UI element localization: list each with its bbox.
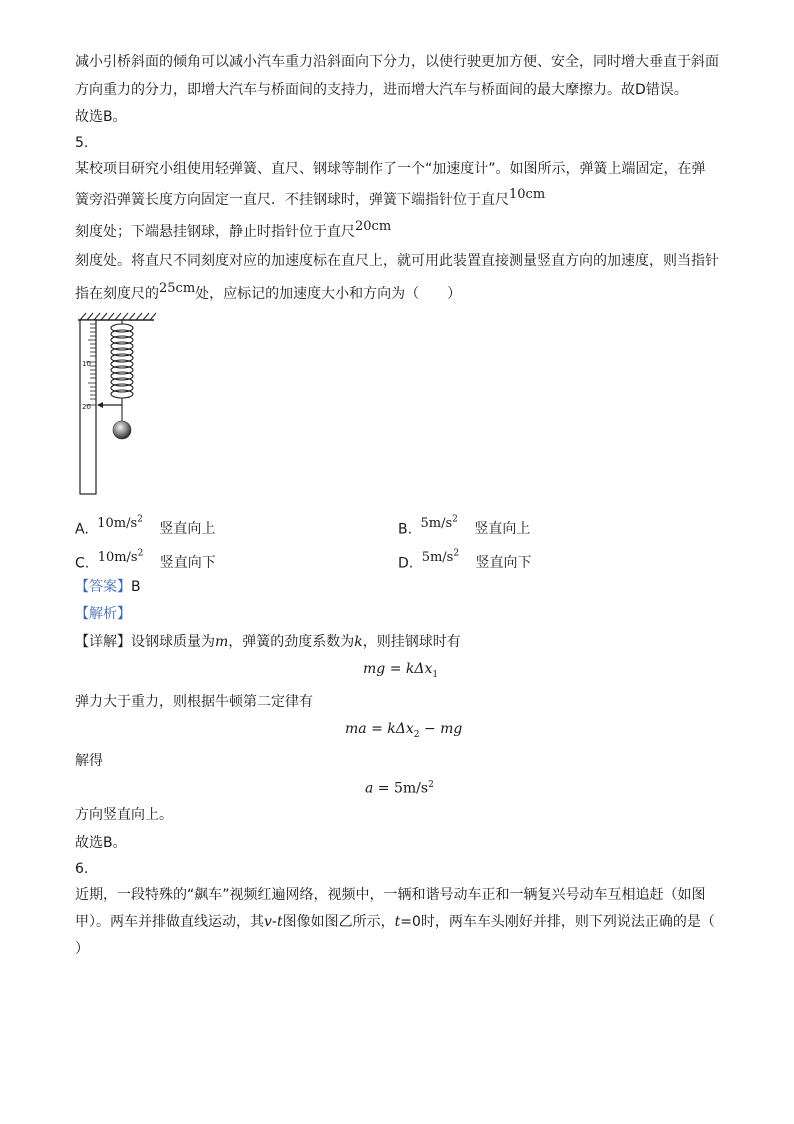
option-direction: 竖直向上 bbox=[474, 521, 531, 538]
option-direction: 竖直向下 bbox=[159, 555, 216, 572]
option-exponent: 2 bbox=[453, 549, 460, 559]
question-text bbox=[75, 281, 462, 305]
option-exponent: 2 bbox=[137, 549, 144, 559]
formula-subscript: 2 bbox=[413, 729, 420, 740]
formula-eq: = bbox=[366, 721, 388, 737]
option-letter: A. bbox=[75, 521, 89, 538]
text-line: 故选B。 bbox=[75, 835, 127, 851]
option-exponent: 2 bbox=[137, 515, 143, 525]
tick-label-10: 10 bbox=[82, 360, 91, 368]
detail-label: 【详解】 bbox=[75, 634, 131, 650]
text-span: 图像如图乙所示， bbox=[282, 914, 395, 930]
spring-ruler-figure bbox=[72, 310, 162, 500]
formula-term: kΔx bbox=[405, 661, 433, 677]
option-value-text: 5m/s bbox=[420, 516, 453, 532]
answer-value: B bbox=[131, 579, 141, 595]
text-span: =0时，两车车头刚好并排，则下列说法正确的是（ bbox=[400, 914, 715, 930]
question-number: 5. bbox=[75, 135, 89, 151]
question-text: 某校项目研究小组使用轻弹簧、直尺、钢球等制作了一个“加速度计”。如图所示，弹簧上端固定，在弹 bbox=[75, 161, 706, 177]
var-t: t bbox=[394, 914, 401, 930]
text-line: 弹力大于重力，则根据牛顿第二定律有 bbox=[75, 694, 313, 710]
text-line: 解得 bbox=[75, 753, 103, 769]
option-value bbox=[422, 550, 459, 565]
option-direction: 竖直向下 bbox=[475, 555, 532, 572]
question-text: 近期，一段特殊的“飙车”视频红遍网络，视频中，一辆和谐号动车正和一辆复兴号动车互相追赶（如图 bbox=[75, 887, 706, 903]
option-c bbox=[75, 550, 216, 574]
option-value bbox=[421, 516, 458, 531]
option-value-text: 5m/s bbox=[421, 550, 454, 566]
question-text: ） bbox=[75, 941, 89, 957]
option-value bbox=[97, 516, 143, 531]
ceiling-hatch bbox=[80, 313, 156, 320]
var-v: v bbox=[264, 914, 272, 930]
steel-ball bbox=[113, 421, 131, 439]
inline-value: 25cm bbox=[159, 281, 196, 296]
text-span: 刻度处；下端悬挂钢球，静止时指针位于直尺 bbox=[75, 224, 355, 240]
text-line: 减小引桥斜面的倾角可以减小汽车重力沿斜面向下分力，以使行驶更加方便、安全，同时增大垂直于斜面 bbox=[75, 54, 719, 70]
text-span: - bbox=[271, 914, 277, 930]
option-b bbox=[398, 516, 530, 540]
formula-3 bbox=[365, 780, 434, 797]
formula-term: mg bbox=[363, 661, 386, 677]
text-line: 方向竖直向上。 bbox=[75, 807, 173, 823]
text-line: 故选B。 bbox=[75, 109, 127, 125]
text-span: 甲）。两车并排做直线运动，其 bbox=[75, 914, 264, 930]
option-letter: C. bbox=[75, 555, 90, 572]
text-span: 设钢球质量为 bbox=[131, 634, 215, 650]
tick-label-20: 20 bbox=[82, 403, 91, 411]
option-a bbox=[75, 516, 215, 540]
var-t: t bbox=[276, 914, 283, 930]
formula-term: kΔx bbox=[387, 721, 414, 737]
text-line: 方向重力的分力，即增大汽车与桥面间的支持力，进而增大汽车与桥面间的最大摩擦力。故D错误。 bbox=[75, 82, 688, 98]
inline-value: 10cm bbox=[509, 187, 546, 202]
formula-2 bbox=[345, 721, 462, 740]
text-span: 处，应标记的加速度大小和方向为（ ） bbox=[195, 286, 462, 302]
option-value-text: 10m/s bbox=[97, 550, 138, 566]
question-text: 刻度处。将直尺不同刻度对应的加速度标在直尺上，就可用此装置直接测量竖直方向的加速度，则当指针 bbox=[75, 253, 719, 269]
option-d bbox=[398, 550, 532, 574]
text-span: ，弹簧的劲度系数为 bbox=[228, 634, 355, 650]
formula-eq: = bbox=[385, 661, 406, 677]
formula-term: ma bbox=[345, 721, 367, 737]
var-m: m bbox=[215, 634, 229, 650]
formula-1 bbox=[363, 661, 438, 680]
question-text bbox=[75, 219, 392, 243]
option-value bbox=[98, 550, 144, 565]
detail-line bbox=[75, 632, 461, 652]
spring bbox=[111, 320, 133, 422]
option-value-text: 10m/s bbox=[97, 516, 138, 532]
answer-line bbox=[75, 577, 141, 597]
text-span: 指在刻度尺的 bbox=[75, 286, 159, 302]
option-direction: 竖直向上 bbox=[159, 521, 216, 538]
question-number: 6. bbox=[75, 861, 89, 877]
formula-exponent: 2 bbox=[428, 780, 434, 790]
analysis-line bbox=[75, 604, 131, 624]
question-text bbox=[75, 187, 546, 211]
analysis-label: 【解析】 bbox=[75, 606, 131, 622]
option-letter: D. bbox=[398, 555, 414, 572]
inline-value: 20cm bbox=[355, 219, 392, 234]
formula-subscript: 1 bbox=[432, 669, 439, 680]
text-span: 簧旁沿弹簧长度方向固定一直尺．不挂钢球时，弹簧下端指针位于直尺 bbox=[75, 192, 509, 208]
option-letter: B. bbox=[398, 521, 413, 538]
formula-term: − mg bbox=[419, 721, 463, 737]
var-k: k bbox=[354, 634, 363, 650]
pointer-arrow bbox=[97, 402, 103, 408]
answer-label: 【答案】 bbox=[75, 579, 131, 595]
formula-eq: = bbox=[373, 780, 394, 797]
question-text bbox=[75, 912, 715, 932]
formula-term: a bbox=[365, 780, 374, 797]
formula-term: 5m/s bbox=[394, 780, 429, 797]
option-exponent: 2 bbox=[452, 515, 458, 525]
text-span: ，则挂钢球时有 bbox=[362, 634, 461, 650]
